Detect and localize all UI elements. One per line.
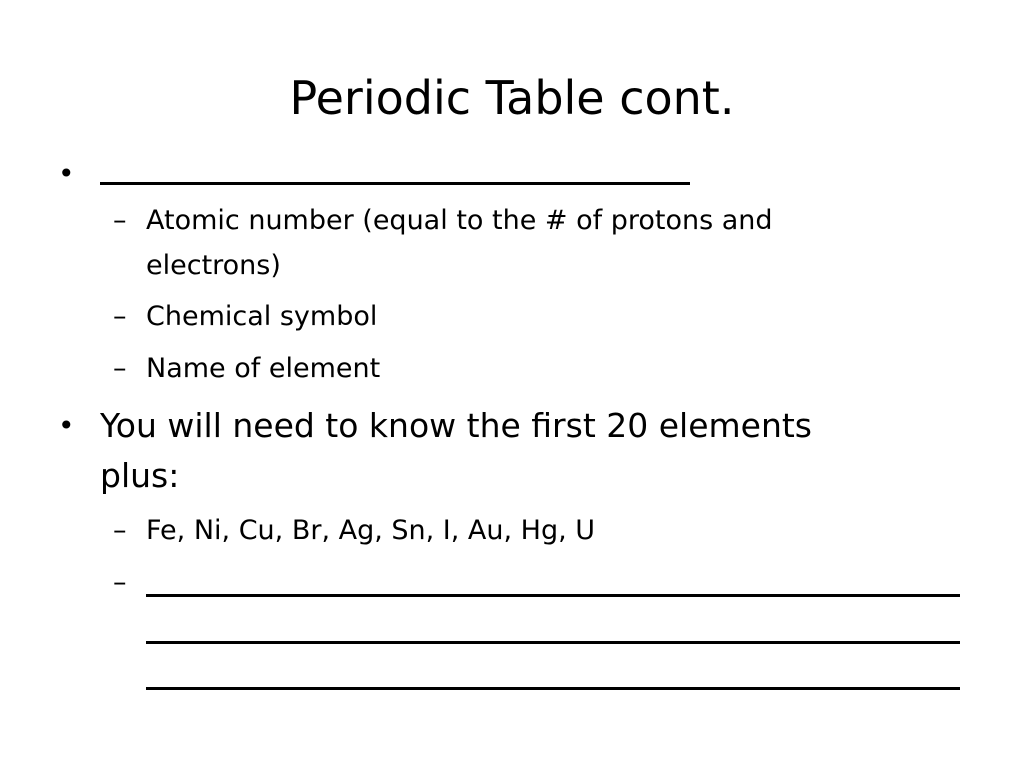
bullet-icon: • — [58, 157, 75, 190]
bullet-icon: • — [58, 409, 75, 442]
sub-bullet-text: Name of element — [146, 353, 381, 384]
sub-bullet-element-list — [113, 508, 596, 553]
sub-bullet-name-of-element — [113, 346, 381, 391]
sub-bullet-text: Fe, Ni, Cu, Br, Ag, Sn, I, Au, Hg, U — [146, 515, 596, 546]
bullet-text-line2: plus: — [100, 456, 180, 495]
slide-title: Periodic Table cont. — [289, 71, 735, 125]
sub-bullet-atomic-number — [113, 198, 773, 243]
sub-bullet-atomic-number-continued — [146, 243, 281, 288]
fill-in-blank-line — [146, 594, 960, 597]
dash-icon: – — [113, 567, 127, 598]
dash-icon: – — [113, 301, 127, 332]
fill-in-blank-line — [146, 641, 960, 644]
fill-in-blank-line — [146, 687, 960, 690]
bullet-text-line1: You will need to know the first 20 elements — [100, 406, 812, 445]
sub-bullet-text-line1: Atomic number (equal to the # of protons and — [146, 205, 773, 236]
sub-bullet-text-line2: electrons) — [146, 250, 281, 281]
bullet-item-first-20-elements-continued — [100, 452, 179, 500]
bullet-item-first-20-elements — [58, 402, 812, 450]
fill-in-blank-line — [100, 182, 690, 185]
sub-bullet-text: Chemical symbol — [146, 301, 378, 332]
dash-icon: – — [113, 205, 127, 236]
dash-icon: – — [113, 515, 127, 546]
sub-bullet-chemical-symbol — [113, 294, 378, 339]
dash-icon: – — [113, 353, 127, 384]
